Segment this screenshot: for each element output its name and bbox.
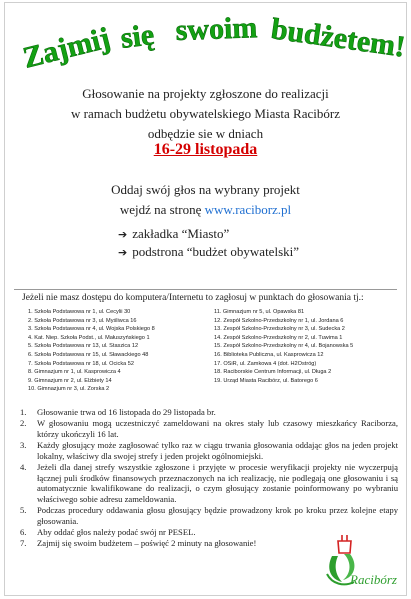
location-item: 14. Zespół Szkolno-Przedszkolny nr 2, ul. Tuwima 1 [214,334,343,341]
raciborz-logo [322,532,397,590]
location-item: 7. Szkoła Podstawowa nr 18, ul. Ocicka 52 [28,360,135,367]
location-item: 9. Gimnazjum nr 2, ul. Elżbiety 14 [28,377,112,384]
location-item: 10. Gimnazjum nr 3, ul. Zorska 2 [28,386,110,393]
website-link[interactable]: www.raciborz.pl [204,202,292,217]
rule-item: 4. Jeżeli dla danej strefy wszystkie zgłoszone i przyjęte w procesie weryfikacji projekty nie wyczerpują łącznej puli środków finansowych przeznaczonych na ich realizację, nie podlegają one głosowaniu i są automatycznie kwalifikowane do realizacji, o czym głosujący zostanie poinformowany po wybraniu właściwego sobie adresu zameldowania. [20,462,398,505]
headline-word: się [118,18,156,55]
location-item: 12. Zespół Szkolno-Przedszkolny nr 1, ul. Jordana 6 [214,317,344,324]
divider [14,289,397,290]
location-item: 3. Szkoła Podstawowa nr 4, ul. Wojska Polskiego 8 [28,326,155,333]
location-item: 6. Szkoła Podstawowa nr 15, ul. Sławackiego 48 [28,351,149,358]
arrow-right-icon: ➔ [118,228,128,241]
locations-lead: Jeżeli nie masz dostępu do komputera/Internetu to zagłosuj w punktach do głosowania tj.: [22,293,364,303]
location-item: 8. Gimnazjum nr 1, ul. Kasprowicza 4 [28,369,121,376]
nav-step-2 [118,243,299,261]
headline-word: budżetem! [269,12,408,64]
location-item: 5. Szkoła Podstawowa nr 13, ul. Staszica 12 [28,343,139,350]
vote-dates: 16-29 listopada [153,141,258,158]
location-item: 15. Zespół Szkolno-Przedszkolny nr 4, ul. Bojanowska 5 [214,343,354,350]
location-item: 13. Zespół Szkolno-Przedszkolny nr 3, ul. Sudecka 2 [214,326,345,333]
vote-line-1: Oddaj swój głos na wybrany projekt [111,182,300,197]
nav-step-2-label: podstrona “budżet obywatelski” [132,244,300,259]
intro-line-1: Głosowanie na projekty zgłoszone do realizacji [82,86,329,101]
arrow-right-icon: ➔ [118,246,128,259]
vote-line-2-prefix: wejdź na stronę [119,202,202,217]
intro-line-2: w ramach budżetu obywatelskiego Miasta Racibórz [71,106,340,121]
nav-step-1 [118,225,299,243]
rule-item: 6. Aby oddać głos należy podać swój nr PESEL. [20,527,196,538]
intro-text [0,84,411,144]
headline [18,2,408,75]
rules-list [20,407,398,550]
headline-word: Zajmij [19,21,114,75]
location-item: 19. Urząd Miasta Racibórz, ul. Batorego 6 [214,377,318,384]
location-item: 11. Gimnazjum nr 5, ul. Opawska 81 [214,309,305,315]
rule-item: 2. W głosowaniu mogą uczestniczyć zameldowani na okres stały lub czasowy mieszkańcy Raciborza, którzy ukończyli 16 lat. [20,418,398,439]
locations-left-list [28,308,155,394]
locations-right-list [214,308,353,385]
logo-wordmark: Racibórz [350,572,397,587]
location-item: 17. OSiR, ul. Zamkowa 4 (dot. H2Ostróg) [214,360,317,367]
rule-item: 1. Głosowanie trwa od 16 listopada do 29 listopada br. [20,407,216,417]
vote-line-2 [0,200,411,220]
location-item: 1. Szkoła Podstawowa nr 1, ul. Cecylii 30 [28,309,131,315]
nav-step-1-label: zakładka “Miasto” [132,226,230,241]
rule-item: 3. Każdy głosujący może zagłosować tylko raz w ciągu trwania głosowania oddając głos na jeden projekt lokalny, właściwy dla swojej strefy i jeden projekt ogólnomiejski. [20,440,398,461]
location-item: 16. Biblioteka Publiczna, ul. Kasprowicza 12 [214,351,324,358]
intro-line-3: odbędzie sie w dniach [147,126,264,141]
headline-word: swoim [175,11,258,47]
rule-item: 5. Podczas procedury oddawania głosu głosujący będzie prowadzony krok po kroku przez kolejne etapy głosowania. [20,505,398,527]
location-item: 2. Szkoła Podstawowa nr 3, ul. Myśliwca 16 [28,317,137,324]
location-item: 18. Raciborskie Centrum Informacji, ul. Długa 2 [214,369,332,376]
navigation-steps [118,225,299,261]
vote-instructions [0,180,411,220]
rule-item: 7. Zajmij się swoim budżetem – poświęć 2 minuty na głosowanie! [20,538,257,549]
location-item: 4. Kat. Niep. Szkoła Podst., ul. Małuszyńskiego 1 [28,334,150,341]
